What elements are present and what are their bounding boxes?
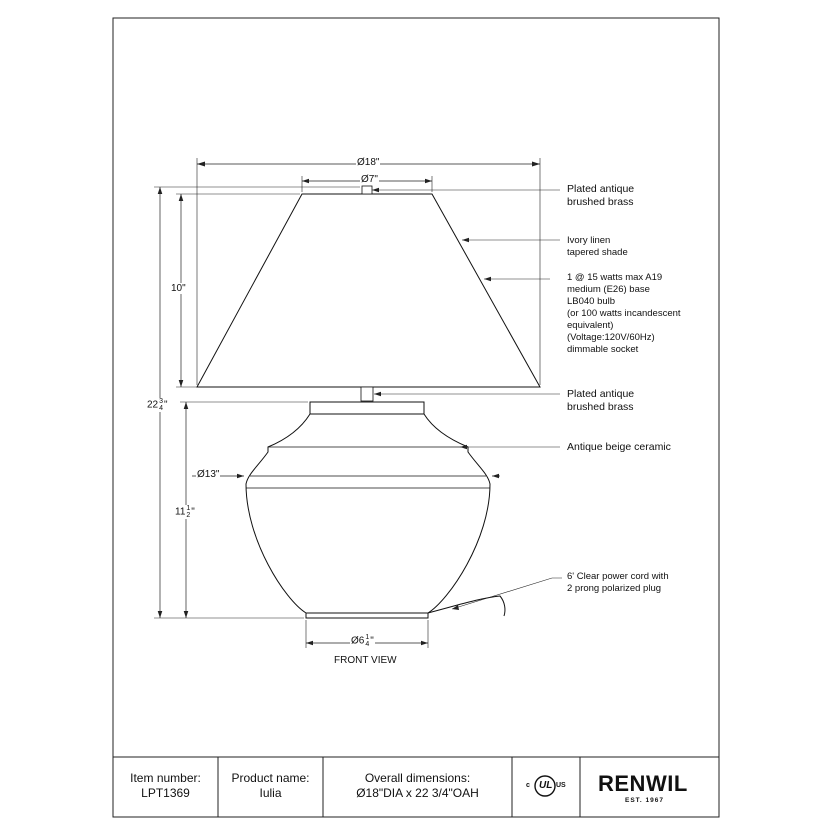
- item-number-label: Item number:: [130, 771, 201, 785]
- lamp-shade: [197, 194, 540, 387]
- view-label: FRONT VIEW: [334, 655, 397, 666]
- product-name-cell: [218, 771, 323, 801]
- dim-overall-height: 22 3 4 ": [147, 398, 168, 412]
- callout-bulb: 1 @ 15 watts max A19 medium (E26) base LB040 bulb (or 100 watts incandescent equivalent) (Voltage:120V/60Hz) dimmable socket: [567, 272, 681, 355]
- callout-cord: 6' Clear power cord with 2 prong polarized plug: [567, 571, 669, 594]
- callout-body: Antique beige ceramic: [567, 441, 671, 453]
- dim-shade-bottom: Ø18": [357, 157, 380, 168]
- callout-finial: Plated antique brushed brass: [567, 183, 635, 208]
- dim-shade-height: 10": [171, 283, 186, 294]
- dim-foot: Ø6 1 4 ": [351, 634, 374, 648]
- leader-cord: [452, 578, 562, 609]
- dim-body: Ø13": [197, 469, 220, 480]
- overall-dimensions-cell: [323, 771, 512, 801]
- body-cap: [310, 402, 424, 414]
- overall-dimensions-value: Ø18"DIA x 22 3/4"OAH: [356, 786, 479, 800]
- brand-tagline: EST. 1967: [625, 797, 664, 804]
- ul-cert-mark: c UL US: [526, 780, 566, 791]
- product-name-label: Product name:: [231, 771, 310, 785]
- dim-shade-top: Ø7": [361, 174, 378, 185]
- item-number-cell: [113, 771, 218, 801]
- callout-neck: Plated antique brushed brass: [567, 388, 635, 413]
- brand-logo: RENWIL: [598, 771, 688, 796]
- callout-shade: Ivory linen tapered shade: [567, 235, 628, 258]
- ceramic-body: [246, 414, 490, 613]
- neck-pipe: [361, 387, 373, 401]
- item-number-value: LPT1369: [141, 786, 190, 800]
- finial: [362, 186, 372, 194]
- overall-dimensions-label: Overall dimensions:: [364, 771, 471, 785]
- dim-base-height: 11 1 2 ": [175, 505, 195, 519]
- base-foot: [306, 613, 428, 618]
- product-name-value: Iulia: [259, 786, 282, 800]
